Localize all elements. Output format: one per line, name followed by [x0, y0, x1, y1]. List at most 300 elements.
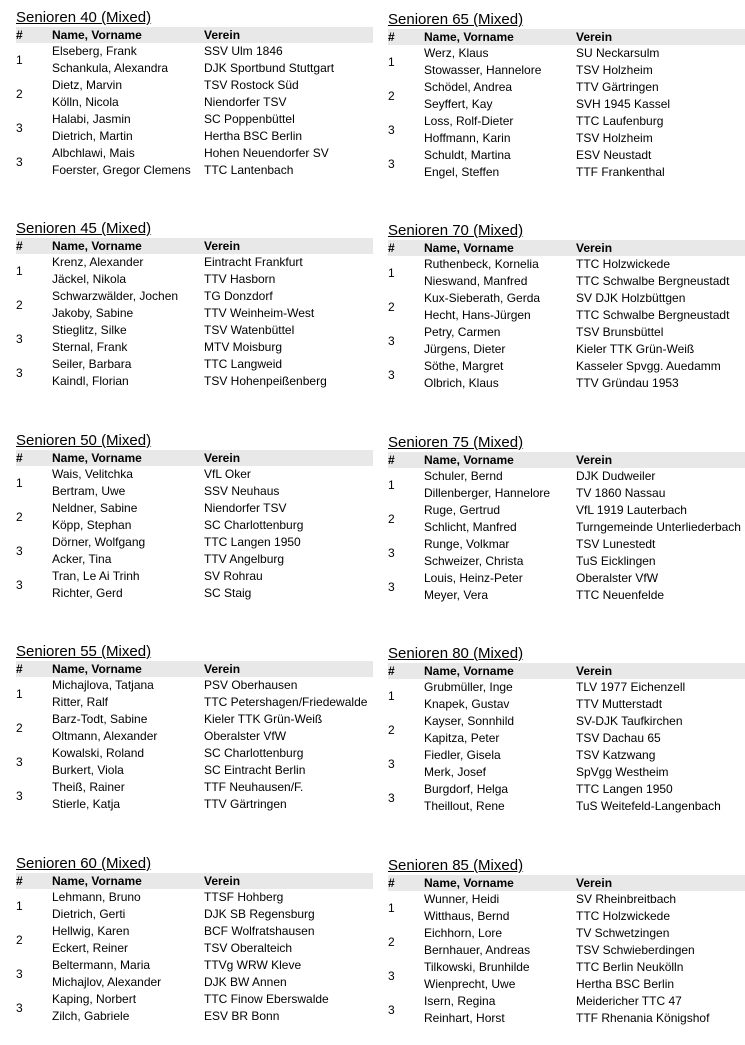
placement-rank: 2 [388, 722, 395, 737]
placement-rank: 1 [388, 54, 395, 69]
table-row [16, 889, 373, 906]
table-row [16, 373, 373, 390]
player-club: Kasseler Spvgg. Auedamm [576, 359, 721, 373]
table-row [388, 553, 745, 570]
column-header-club: Verein [204, 450, 373, 466]
player-club: MTV Moisburg [204, 340, 283, 354]
placement-rank: 2 [16, 720, 23, 735]
player-name: Schlicht, Manfred [424, 520, 517, 534]
table-row [388, 341, 745, 358]
category-title: Senioren 70 (Mixed) [388, 222, 524, 239]
player-club: TV 1860 Nassau [576, 486, 666, 500]
table-header-row [16, 661, 373, 677]
table-row [388, 925, 745, 942]
category-title: Senioren 55 (Mixed) [16, 643, 152, 660]
player-club: SSV Neuhaus [204, 484, 280, 498]
table-row [16, 128, 373, 145]
player-club: VfL Oker [204, 467, 251, 481]
player-club: TTC Neuenfelde [576, 588, 665, 602]
player-club: TTV Gründau 1953 [576, 376, 679, 390]
player-club: SU Neckarsulm [576, 46, 660, 60]
column-header-rank: # [388, 240, 424, 256]
player-club: Turngemeinde Unterliederbach [576, 520, 741, 534]
category-section [16, 642, 373, 813]
results-table [16, 873, 373, 1025]
table-row [16, 745, 373, 762]
placement-rank: 3 [388, 968, 395, 983]
category-section [388, 221, 745, 392]
table-header-row [16, 873, 373, 889]
column-header-name: Name, Vorname [424, 452, 576, 468]
category-section [16, 854, 373, 1025]
column-header-club: Verein [204, 661, 373, 677]
table-row [388, 290, 745, 307]
player-name: Eichhorn, Lore [424, 926, 503, 940]
player-name: Kux-Sieberath, Gerda [424, 291, 541, 305]
table-row [16, 585, 373, 602]
player-name: Grubmüller, Inge [424, 680, 513, 694]
player-club: TSV Lunestedt [576, 537, 656, 551]
placement-rank: 3 [388, 367, 395, 382]
table-row [388, 959, 745, 976]
table-row [16, 77, 373, 94]
table-header-row [388, 875, 745, 891]
player-name: Oltmann, Alexander [52, 729, 158, 743]
column-header-club: Verein [576, 29, 745, 45]
placement-rank: 2 [16, 932, 23, 947]
column-header-rank: # [16, 238, 52, 254]
player-name: Kaping, Norbert [52, 992, 137, 1006]
player-name: Theiß, Rainer [52, 780, 125, 794]
player-name: Kayser, Sonnhild [424, 714, 515, 728]
player-name: Jürgens, Dieter [424, 342, 506, 356]
player-club: SC Charlottenburg [204, 746, 304, 760]
player-name: Ritter, Ralf [52, 695, 109, 709]
placement-rank: 1 [16, 52, 23, 67]
placement-rank: 3 [16, 754, 23, 769]
player-name: Dietz, Marvin [52, 78, 123, 92]
player-club: Hertha BSC Berlin [204, 129, 303, 143]
table-row [16, 94, 373, 111]
category-title: Senioren 50 (Mixed) [16, 432, 152, 449]
player-club: TTF Rhenania Königshof [576, 1011, 710, 1025]
table-row [388, 164, 745, 181]
table-row [388, 62, 745, 79]
category-title: Senioren 75 (Mixed) [388, 434, 524, 451]
table-row [388, 256, 745, 273]
placement-rank: 3 [16, 154, 23, 169]
table-header-row [16, 27, 373, 43]
player-club: Eintracht Frankfurt [204, 255, 303, 269]
table-row [388, 519, 745, 536]
player-name: Stieglitz, Silke [52, 323, 127, 337]
player-club: TTC Schwalbe Bergneustadt [576, 274, 730, 288]
player-club: ESV BR Bonn [204, 1009, 280, 1023]
player-name: Stowasser, Hannelore [424, 63, 542, 77]
player-name: Beltermann, Maria [52, 958, 151, 972]
placement-rank: 2 [388, 511, 395, 526]
table-row [16, 923, 373, 940]
player-name: Werz, Klaus [424, 46, 489, 60]
table-row [388, 358, 745, 375]
table-row [16, 466, 373, 483]
category-title: Senioren 40 (Mixed) [16, 9, 152, 26]
player-club: TTC Petershagen/Friedewalde [204, 695, 368, 709]
player-name: Nieswand, Manfred [424, 274, 528, 288]
table-header-row [388, 29, 745, 45]
table-row [388, 570, 745, 587]
player-name: Ruthenbeck, Kornelia [424, 257, 539, 271]
player-name: Schwarzwälder, Jochen [52, 289, 179, 303]
table-row [16, 339, 373, 356]
player-name: Köpp, Stephan [52, 518, 132, 532]
player-name: Wienprecht, Uwe [424, 977, 516, 991]
placement-rank: 2 [16, 297, 23, 312]
column-header-name: Name, Vorname [52, 238, 204, 254]
player-name: Loss, Rolf-Dieter [424, 114, 514, 128]
player-name: Tran, Le Ai Trinh [52, 569, 140, 583]
placement-rank: 3 [16, 543, 23, 558]
player-name: Witthaus, Bernd [424, 909, 510, 923]
table-row [16, 762, 373, 779]
player-name: Barz-Todt, Sabine [52, 712, 148, 726]
player-name: Dillenberger, Hannelore [424, 486, 551, 500]
table-row [16, 162, 373, 179]
player-name: Dietrich, Martin [52, 129, 133, 143]
category-section [16, 8, 373, 179]
player-club: DJK SB Regensburg [204, 907, 315, 921]
player-name: Neldner, Sabine [52, 501, 138, 515]
column-header-rank: # [388, 875, 424, 891]
category-title: Senioren 60 (Mixed) [16, 855, 152, 872]
column-header-name: Name, Vorname [52, 873, 204, 889]
player-club: SSV Ulm 1846 [204, 44, 283, 58]
player-name: Isern, Regina [424, 994, 496, 1008]
column-header-club: Verein [204, 238, 373, 254]
column-header-rank: # [16, 27, 52, 43]
table-header-row [16, 238, 373, 254]
player-club: DJK Dudweiler [576, 469, 656, 483]
column-header-rank: # [16, 661, 52, 677]
player-club: SV-DJK Taufkirchen [576, 714, 683, 728]
player-name: Eckert, Reiner [52, 941, 129, 955]
table-row [16, 694, 373, 711]
results-table [388, 875, 745, 1027]
column-header-name: Name, Vorname [52, 661, 204, 677]
player-club: SV Rohrau [204, 569, 263, 583]
player-club: TTV Angelburg [204, 552, 285, 566]
placement-rank: 2 [388, 299, 395, 314]
placement-rank: 2 [16, 509, 23, 524]
player-name: Theillout, Rene [424, 799, 505, 813]
player-club: TTC Langweid [204, 357, 283, 371]
player-club: TTV Mutterstadt [576, 697, 663, 711]
category-title: Senioren 85 (Mixed) [388, 857, 524, 874]
table-row [16, 974, 373, 991]
player-club: TG Donzdorf [204, 289, 273, 303]
column-header-club: Verein [576, 240, 745, 256]
results-table [16, 238, 373, 390]
column-header-club: Verein [204, 27, 373, 43]
placement-rank: 3 [16, 966, 23, 981]
table-row [16, 728, 373, 745]
table-row [16, 145, 373, 162]
column-header-name: Name, Vorname [424, 29, 576, 45]
placement-rank: 3 [388, 1002, 395, 1017]
player-club: TTC Schwalbe Bergneustadt [576, 308, 730, 322]
table-row [388, 798, 745, 815]
results-table [388, 452, 745, 604]
player-club: TSV Oberalteich [204, 941, 293, 955]
player-club: SVH 1945 Kassel [576, 97, 671, 111]
player-name: Dörner, Wolfgang [52, 535, 146, 549]
player-name: Acker, Tina [52, 552, 112, 566]
player-name: Meyer, Vera [424, 588, 489, 602]
table-row [16, 677, 373, 694]
player-club: SV Rheinbreitbach [576, 892, 677, 906]
table-header-row [388, 240, 745, 256]
placement-rank: 1 [388, 265, 395, 280]
placement-rank: 2 [388, 88, 395, 103]
player-club: SpVgg Westheim [576, 765, 669, 779]
table-row [388, 307, 745, 324]
player-club: TTC Holzwickede [576, 909, 671, 923]
player-name: Dietrich, Gerti [52, 907, 126, 921]
player-club: TTV Weinheim-West [204, 306, 315, 320]
player-club: TuS Eicklingen [576, 554, 656, 568]
table-row [16, 483, 373, 500]
player-club: TSV Brunsbüttel [576, 325, 664, 339]
player-club: Oberalster VfW [204, 729, 287, 743]
table-row [388, 993, 745, 1010]
player-club: TSV Katzwang [576, 748, 656, 762]
placement-rank: 3 [388, 790, 395, 805]
player-name: Richter, Gerd [52, 586, 123, 600]
column-header-rank: # [16, 873, 52, 889]
table-row [388, 1010, 745, 1027]
player-name: Schödel, Andrea [424, 80, 513, 94]
category-section [388, 433, 745, 604]
player-name: Seiler, Barbara [52, 357, 132, 371]
player-name: Bertram, Uwe [52, 484, 126, 498]
player-name: Albchlawi, Mais [52, 146, 135, 160]
column-header-rank: # [16, 450, 52, 466]
player-club: SV DJK Holzbüttgen [576, 291, 686, 305]
player-name: Ruge, Gertrud [424, 503, 501, 517]
table-row [388, 908, 745, 925]
player-club: Niendorfer TSV [204, 501, 287, 515]
player-name: Kölln, Nicola [52, 95, 119, 109]
results-table [388, 240, 745, 392]
player-club: TTC Laufenburg [576, 114, 664, 128]
player-club: TTF Neuhausen/F. [204, 780, 304, 794]
player-club: TTVg WRW Kleve [204, 958, 302, 972]
column-header-club: Verein [204, 873, 373, 889]
table-row [16, 288, 373, 305]
player-club: DJK Sportbund Stuttgart [204, 61, 335, 75]
player-name: Reinhart, Horst [424, 1011, 505, 1025]
table-row [388, 781, 745, 798]
player-name: Schuldt, Martina [424, 148, 511, 162]
player-name: Merk, Josef [424, 765, 487, 779]
column-header-rank: # [388, 663, 424, 679]
table-row [388, 273, 745, 290]
table-row [388, 713, 745, 730]
results-table [388, 29, 745, 181]
table-row [16, 111, 373, 128]
table-row [16, 271, 373, 288]
table-row [16, 356, 373, 373]
player-club: TTV Gärtringen [204, 797, 287, 811]
player-club: ESV Neustadt [576, 148, 652, 162]
table-header-row [388, 663, 745, 679]
player-name: Hellwig, Karen [52, 924, 130, 938]
category-section [16, 431, 373, 602]
table-row [16, 517, 373, 534]
player-club: TSV Rostock Süd [204, 78, 299, 92]
player-club: TTV Gärtringen [576, 80, 659, 94]
placement-rank: 3 [16, 788, 23, 803]
column-header-name: Name, Vorname [424, 875, 576, 891]
player-club: TTC Berlin Neukölln [576, 960, 684, 974]
table-row [388, 536, 745, 553]
placement-rank: 3 [16, 120, 23, 135]
table-row [388, 45, 745, 62]
placement-rank: 1 [16, 898, 23, 913]
player-name: Petry, Carmen [424, 325, 501, 339]
player-club: BCF Wolfratshausen [204, 924, 315, 938]
table-row [16, 60, 373, 77]
player-name: Jakoby, Sabine [52, 306, 134, 320]
player-name: Wunner, Heidi [424, 892, 500, 906]
table-row [16, 43, 373, 60]
player-club: TSV Holzheim [576, 63, 653, 77]
table-row [388, 679, 745, 696]
category-title: Senioren 80 (Mixed) [388, 645, 524, 662]
table-row [388, 79, 745, 96]
player-club: Kieler TTK Grün-Weiß [204, 712, 323, 726]
table-row [16, 1008, 373, 1025]
category-section [388, 10, 745, 181]
player-name: Michajlov, Alexander [52, 975, 162, 989]
player-club: SC Eintracht Berlin [204, 763, 306, 777]
player-club: Hohen Neuendorfer SV [204, 146, 329, 160]
table-row [16, 322, 373, 339]
player-club: SC Charlottenburg [204, 518, 304, 532]
table-row [16, 551, 373, 568]
results-table [388, 663, 745, 815]
player-club: Oberalster VfW [576, 571, 659, 585]
player-club: TTC Lantenbach [204, 163, 294, 177]
table-row [388, 587, 745, 604]
player-name: Schuler, Bernd [424, 469, 503, 483]
player-club: Kieler TTK Grün-Weiß [576, 342, 695, 356]
table-row [16, 991, 373, 1008]
player-name: Runge, Volkmar [424, 537, 510, 551]
player-name: Kaindl, Florian [52, 374, 129, 388]
column-header-club: Verein [576, 663, 745, 679]
placement-rank: 2 [16, 86, 23, 101]
table-row [388, 891, 745, 908]
player-name: Seyffert, Kay [424, 97, 493, 111]
table-row [388, 730, 745, 747]
category-section [388, 644, 745, 815]
table-row [388, 764, 745, 781]
placement-rank: 3 [16, 577, 23, 592]
table-row [388, 502, 745, 519]
column-header-rank: # [388, 29, 424, 45]
table-row [388, 696, 745, 713]
table-row [16, 568, 373, 585]
player-club: TSV Hohenpeißenberg [204, 374, 327, 388]
placement-rank: 3 [16, 331, 23, 346]
table-row [16, 779, 373, 796]
placement-rank: 1 [16, 475, 23, 490]
placement-rank: 1 [388, 688, 395, 703]
placement-rank: 3 [388, 333, 395, 348]
player-club: Hertha BSC Berlin [576, 977, 675, 991]
category-title: Senioren 45 (Mixed) [16, 220, 152, 237]
placement-rank: 1 [388, 477, 395, 492]
column-header-name: Name, Vorname [52, 27, 204, 43]
player-club: TSV Holzheim [576, 131, 653, 145]
player-club: DJK BW Annen [204, 975, 287, 989]
player-club: TLV 1977 Eichenzell [576, 680, 686, 694]
player-name: Lehmann, Bruno [52, 890, 141, 904]
column-header-rank: # [388, 452, 424, 468]
results-table [16, 661, 373, 813]
player-name: Söthe, Margret [424, 359, 504, 373]
player-club: TSV Watenbüttel [204, 323, 295, 337]
table-row [388, 976, 745, 993]
table-row [388, 375, 745, 392]
table-row [388, 113, 745, 130]
placement-rank: 1 [16, 263, 23, 278]
player-name: Schweizer, Christa [424, 554, 524, 568]
table-row [388, 147, 745, 164]
player-name: Louis, Heinz-Peter [424, 571, 523, 585]
placement-rank: 3 [388, 545, 395, 560]
player-club: VfL 1919 Lauterbach [576, 503, 687, 517]
table-row [16, 305, 373, 322]
table-row [16, 711, 373, 728]
player-name: Foerster, Gregor Clemens [52, 163, 191, 177]
player-club: SC Poppenbüttel [204, 112, 295, 126]
player-name: Olbrich, Klaus [424, 376, 499, 390]
table-row [388, 96, 745, 113]
player-name: Bernhauer, Andreas [424, 943, 531, 957]
player-name: Burkert, Viola [52, 763, 124, 777]
table-row [388, 747, 745, 764]
table-row [16, 534, 373, 551]
table-row [16, 906, 373, 923]
column-header-club: Verein [576, 452, 745, 468]
player-name: Halabi, Jasmin [52, 112, 131, 126]
column-header-name: Name, Vorname [52, 450, 204, 466]
column-header-club: Verein [576, 875, 745, 891]
player-name: Krenz, Alexander [52, 255, 144, 269]
player-club: TSV Dachau 65 [576, 731, 661, 745]
player-name: Schankula, Alexandra [52, 61, 169, 75]
player-name: Fiedler, Gisela [424, 748, 501, 762]
player-name: Jäckel, Nikola [52, 272, 127, 286]
player-club: TTC Holzwickede [576, 257, 671, 271]
player-name: Sternal, Frank [52, 340, 128, 354]
table-row [16, 940, 373, 957]
player-club: TSV Schwieberdingen [576, 943, 695, 957]
player-club: TTC Langen 1950 [576, 782, 673, 796]
table-row [16, 796, 373, 813]
